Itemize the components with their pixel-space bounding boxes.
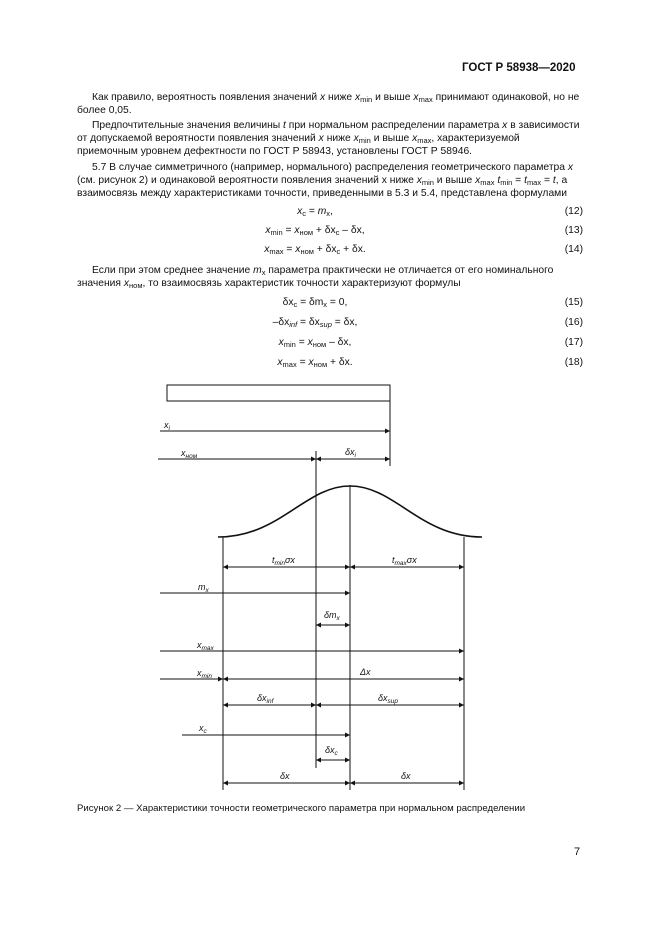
measured-bar (167, 385, 390, 401)
label-dx-right: δx (401, 771, 411, 781)
label-mx: $m_x$ (198, 582, 209, 594)
label-dx-left: δx (280, 771, 290, 781)
figure-caption: Рисунок 2 — Характеристики точности геометрического параметра при нормальном распределении (77, 803, 526, 814)
formula-14: $x_{max} = x_{ном} + \delta x_c + \delta x$. (14) (264, 244, 583, 256)
formula-18: $x_{max} = x_{ном} + \delta x$. (18) (277, 357, 583, 369)
label-xmax: $x_{max}$ (197, 640, 214, 652)
label-dxc: $\delta x_c$ (325, 745, 338, 757)
formula-15: $\delta x_c = \delta m_x = 0$, (15) (282, 297, 583, 309)
paragraph-3: 5.7 В случае симметричного (например, нормального) распределения геометрического параметра x (см. рисунок 2) и одинаковой вероятности появления значений x ниже $x_{min}$ и выше $x_{max}$ $t_{min} = t_{max} = t$, а взаимосвязь между характеристиками точности, приведенными в 5.3 и 5.4, представлена формулами (77, 162, 574, 200)
standard-header: ГОСТ Р 58938—2020 (462, 62, 576, 74)
paragraph-1: Как правило, вероятность появления значений x ниже $x_{min}$ и выше $x_{max}$ принимают одинаковой, но не более 0,05. (77, 92, 580, 117)
label-dxinf: $\delta x_{inf}$ (257, 693, 274, 705)
label-dmx: $\delta m_x$ (324, 610, 340, 622)
label-tmin-sigma: $t_{min}\sigma x$ (272, 555, 295, 567)
label-xnom: $x_{ном}$ (181, 448, 198, 460)
formula-13: $x_{min} = x_{ном} + \delta x_c - \delta x$, (13) (265, 225, 583, 237)
label-dxsup: $\delta x_{sup}$ (378, 693, 398, 705)
formula-16: $-\delta x_{inf} = \delta x_{sup} = \delta x$, (16) (272, 317, 583, 329)
label-dxi: $\delta x_i$ (345, 447, 356, 459)
label-xc: $x_c$ (199, 723, 207, 735)
paragraph-4: Если при этом среднее значение $m_x$ параметра практически не отличается от его номинального значения $x_{ном}$, то взаимосвязь характеристик точности характеризуют формулы (77, 265, 554, 291)
formula-12: $x_c = m_x$, (12) (297, 206, 583, 218)
label-tmax-sigma: $t_{max}\sigma x$ (392, 555, 417, 567)
label-xmin: $x_{min}$ (197, 668, 212, 680)
label-xi: $x_i$ (164, 420, 170, 432)
page-number: 7 (574, 846, 581, 858)
label-Dx: Δx (360, 667, 371, 677)
paragraph-2: Предпочтительные значения величины t при нормальном распределении параметра x в зависимости от допускаемой вероятности появления значений x ниже $x_{min}$ и выше $x_{max}$, характеризуемой приемочным уровнем дефектности по ГОСТ Р 58943, установлены ГОСТ Р 58946. (77, 120, 580, 158)
formula-17: $x_{min} = x_{ном} - \delta x$, (17) (278, 337, 583, 349)
